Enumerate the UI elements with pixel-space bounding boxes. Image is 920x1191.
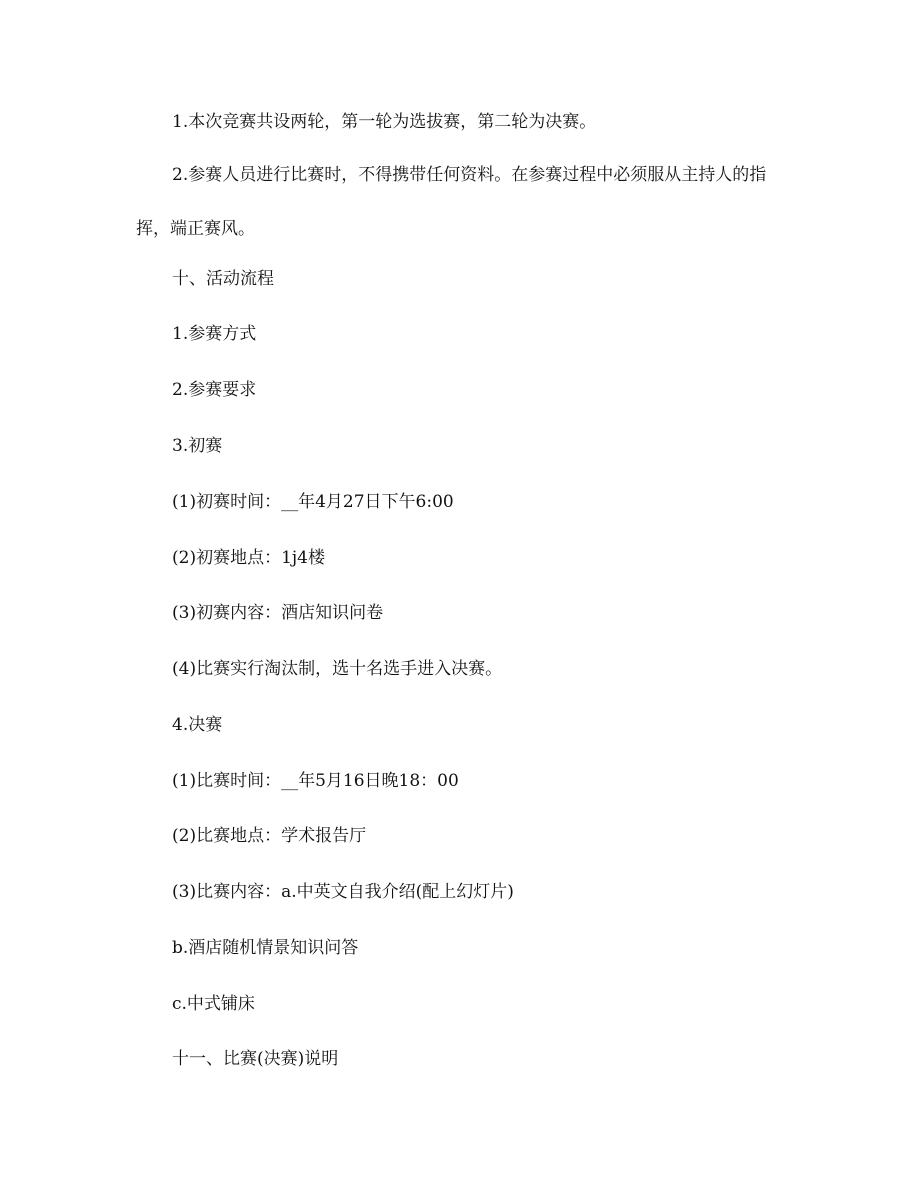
final-time: (1)比赛时间：__年5月16日晚18：00 — [172, 771, 459, 791]
final-content: (3)比赛内容：a.中英文自我介绍(配上幻灯片) — [172, 882, 514, 902]
final-content-c: c.中式铺床 — [172, 994, 255, 1014]
paragraph-rules: 2.参赛人员进行比赛时，不得携带任何资料。在参赛过程中必须服从主持人的指挥，端正赛风。 — [136, 165, 767, 239]
preliminary-content: (3)初赛内容：酒店知识问卷 — [172, 603, 384, 623]
item-final: 4.决赛 — [172, 715, 223, 735]
final-content-b: b.酒店随机情景知识问答 — [172, 938, 359, 958]
preliminary-elimination: (4)比赛实行淘汰制，选十名选手进入决赛。 — [172, 659, 503, 679]
item-preliminary: 3.初赛 — [172, 436, 223, 456]
final-location: (2)比赛地点：学术报告厅 — [172, 826, 367, 846]
preliminary-time: (1)初赛时间：__年4月27日下午6:00 — [172, 492, 454, 512]
heading-final-explanation: 十一、比赛(决赛)说明 — [172, 1049, 339, 1069]
item-participation-requirements: 2.参赛要求 — [172, 380, 257, 400]
paragraph-rounds: 1.本次竞赛共设两轮，第一轮为选拔赛，第二轮为决赛。 — [172, 112, 597, 132]
preliminary-location: (2)初赛地点：1j4楼 — [172, 548, 325, 568]
heading-activity-process: 十、活动流程 — [172, 269, 274, 289]
item-participation-method: 1.参赛方式 — [172, 324, 257, 344]
